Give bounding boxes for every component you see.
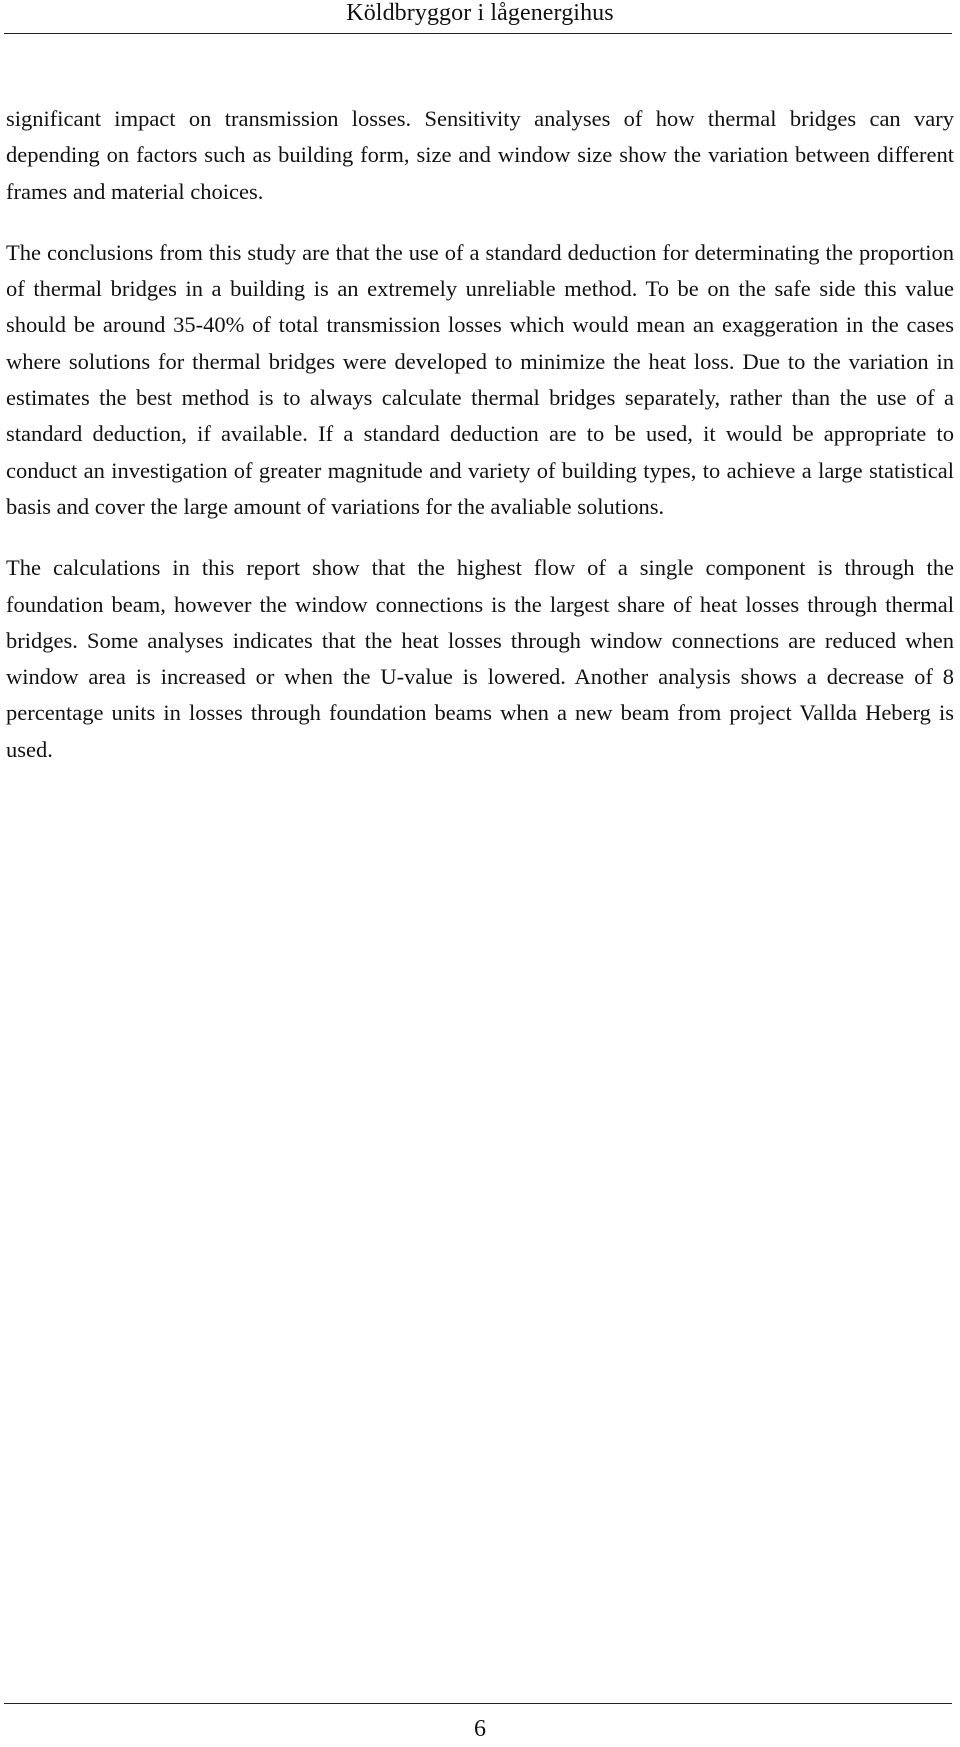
paragraph-2: The conclusions from this study are that the use of a standard deduction for determinating the proportion of thermal bridges in a building is an extremely unreliable method. To be on the safe side this value should be around 35-40% of total transmission losses which would mean an exaggeration in the cases where solutions for thermal bridges were developed to minimize the heat loss. Due to the variation in estimates the best method is to always calculate thermal bridges separately, rather than the use of a standard deduction, if available. If a standard deduction are to be used, it would be appropriate to conduct an investigation of greater magnitude and variety of building types, to achieve a large statistical basis and cover the large amount of variations for the avaliable solutions. <box>6 239 954 519</box>
running-header-title: Köldbryggor i lågenergihus <box>346 0 614 26</box>
body-text <box>6 101 954 793</box>
header-divider <box>4 33 952 34</box>
page-number: 6 <box>474 1716 486 1742</box>
paragraph-1: significant impact on transmission losses. Sensitivity analyses of how thermal bridges can vary depending on factors such as building form, size and window size show the variation between different frames and material choices. <box>6 106 954 204</box>
paragraph-3: The calculations in this report show that the highest flow of a single component is through the foundation beam, however the window connections is the largest share of heat losses through thermal bridges. Some analyses indicates that the heat losses through window connections are reduced when window area is increased or when the U-value is lowered. Another analysis shows a decrease of 8 percentage units in losses through foundation beams when a new beam from project Vallda Heberg is used. <box>6 555 954 762</box>
footer-divider <box>4 1703 952 1704</box>
